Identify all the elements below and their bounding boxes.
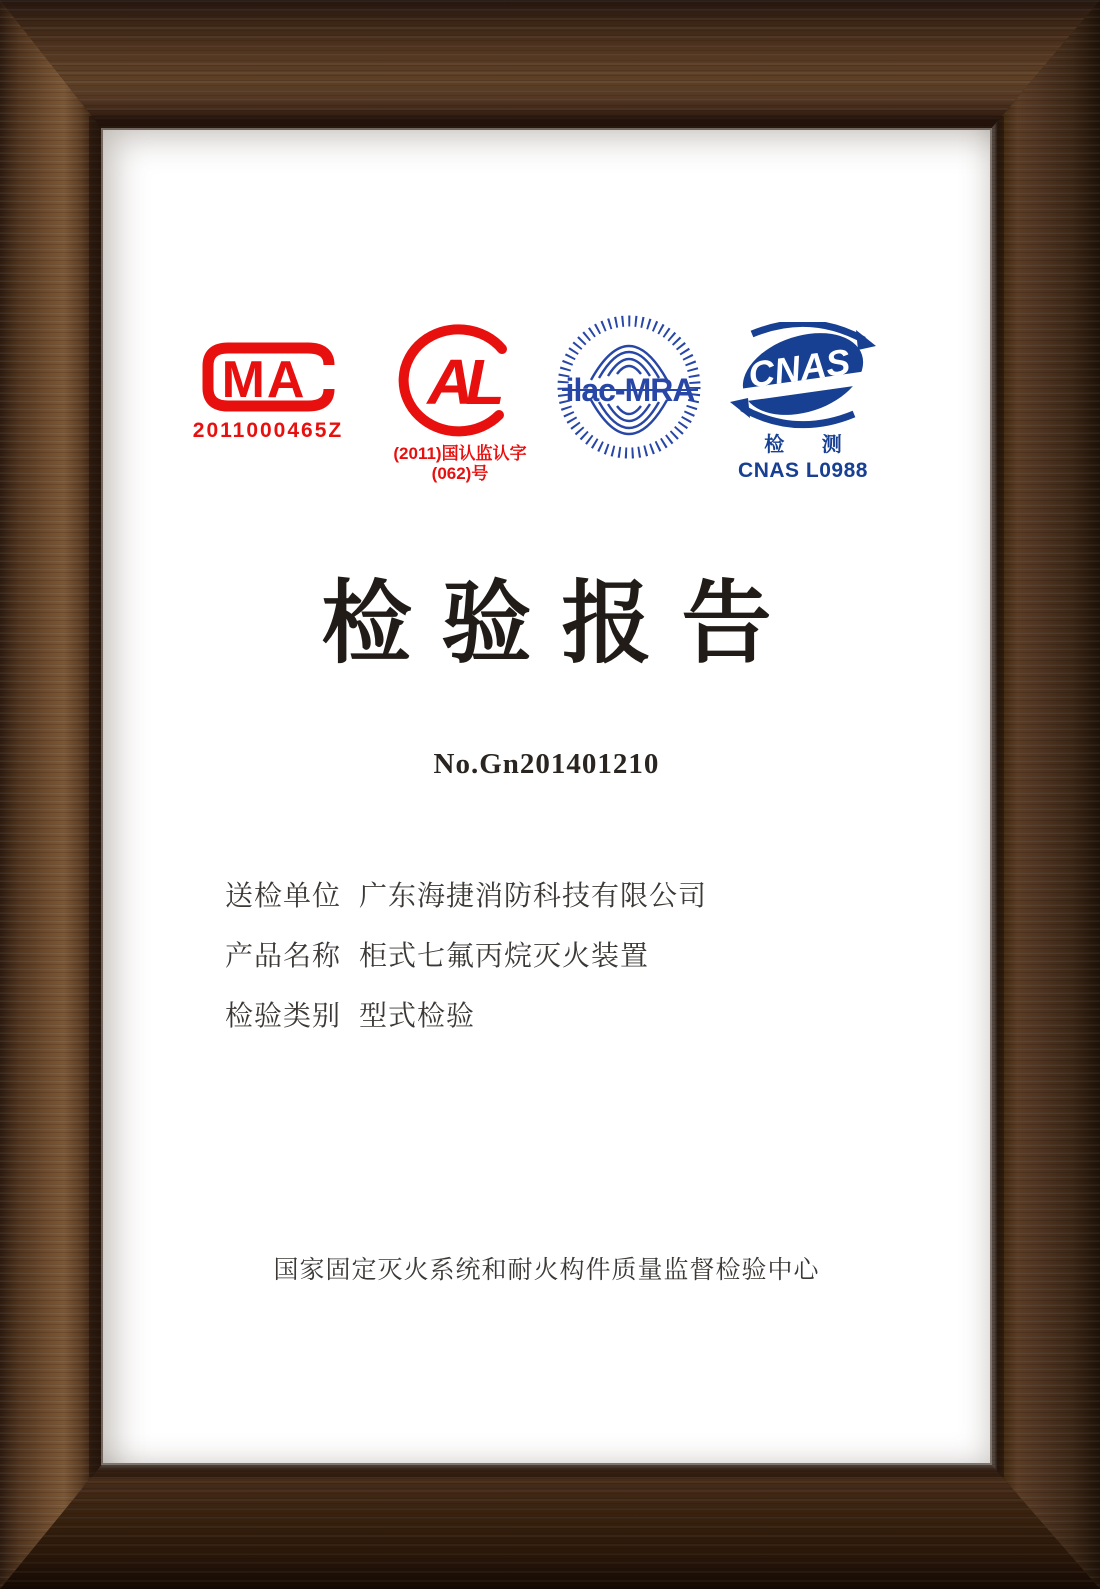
cma-logo [188,340,348,443]
cnas-accreditation-code: CNAS L0988 [738,459,868,482]
cma-code: 2011000465Z [192,419,344,442]
report-number: No.Gn201401210 [433,748,660,780]
cal-caption: (2011)国认监认字(062)号 [393,444,527,483]
cnas-caption-cn: 检 测 [764,434,858,456]
field-label: 送检单位 [225,880,342,911]
ilac-mra-logo-icon [554,312,704,462]
cal-logo-icon [393,324,527,440]
frame-right-rail [990,0,1100,1589]
report-title: 检验报告 [321,574,802,674]
cnas-logo-icon [728,322,878,430]
frame-top-rail [0,0,1100,130]
field-label: 检验类别 [225,1000,342,1031]
svg-text:AL: AL [427,346,497,418]
cnas-logo [725,322,881,483]
cma-logo-icon [200,340,336,414]
field-client [225,874,707,914]
frame-bottom-rail [0,1463,1100,1589]
field-value: 型式检验 [359,1000,476,1031]
frame-left-rail [0,0,103,1589]
svg-text:MA: MA [221,351,307,409]
svg-text:CNAS: CNAS [745,340,853,396]
certificate-page [103,130,990,1463]
svg-text:ilac-MRA: ilac-MRA [565,372,695,408]
cal-logo [375,324,545,483]
field-label: 产品名称 [225,940,342,971]
ilac-mra-logo [551,312,707,462]
field-value: 柜式七氟丙烷灭火装置 [359,940,650,971]
field-inspection-type [225,994,475,1034]
field-product [225,934,649,974]
field-value: 广东海捷消防科技有限公司 [359,880,708,911]
issuing-centre: 国家固定灭火系统和耐火构件质量监督检验中心 [273,1256,820,1284]
